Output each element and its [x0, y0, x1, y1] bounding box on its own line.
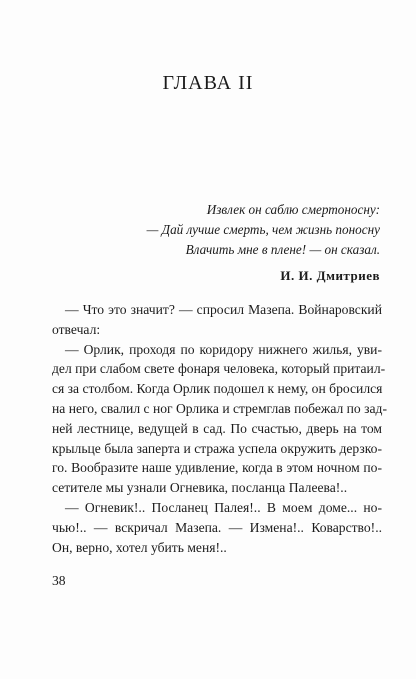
epigraph	[50, 200, 380, 260]
text-line: — Орлик, проходя по коридору нижнего жилья, уви-	[65, 341, 382, 357]
text-line: Он, верно, хотел убить меня!..	[52, 539, 227, 555]
text-line: отвечал:	[52, 321, 101, 337]
chapter-title: ГЛАВА II	[162, 72, 254, 94]
epigraph-line: Влачить мне в плене! — он сказал.	[185, 242, 380, 257]
text-line: — Что это значит? — спросил Мазепа. Войнаровский	[65, 302, 382, 317]
text-line: крыльце была заперта и стража успела окружить дерзко-	[52, 440, 382, 456]
epigraph-line: Извлек он саблю смертоносну:	[206, 202, 380, 217]
text-line: на него, свалил с ног Орлика и стремглав побежал по зад-	[52, 400, 387, 416]
text-line: дел при слабом свете фонаря человека, который притаил-	[52, 361, 386, 377]
text-line: сетителе мы узнали Огневика, посланца Палеева!..	[52, 480, 348, 496]
epigraph-line: — Дай лучше смерть, чем жизнь поносну	[146, 222, 380, 237]
text-line: чью!.. — вскричал Мазепа. — Измена!.. Коварство!..	[52, 519, 382, 535]
page-number: 38	[52, 573, 66, 588]
text-line: ся за столбом. Когда Орлик подошел к нему, он бросился	[52, 381, 383, 397]
text-line: го. Вообразите наше удивление, когда в этом ночном по-	[52, 460, 382, 476]
text-line: — Огневик!.. Посланец Палея!.. В моем доме... но-	[65, 499, 382, 515]
body-text	[52, 300, 387, 557]
epigraph-author: И. И. Дмитриев	[280, 268, 380, 283]
text-line: ней лестнице, ведущей в сад. По счастью, дверь на том	[52, 420, 382, 436]
